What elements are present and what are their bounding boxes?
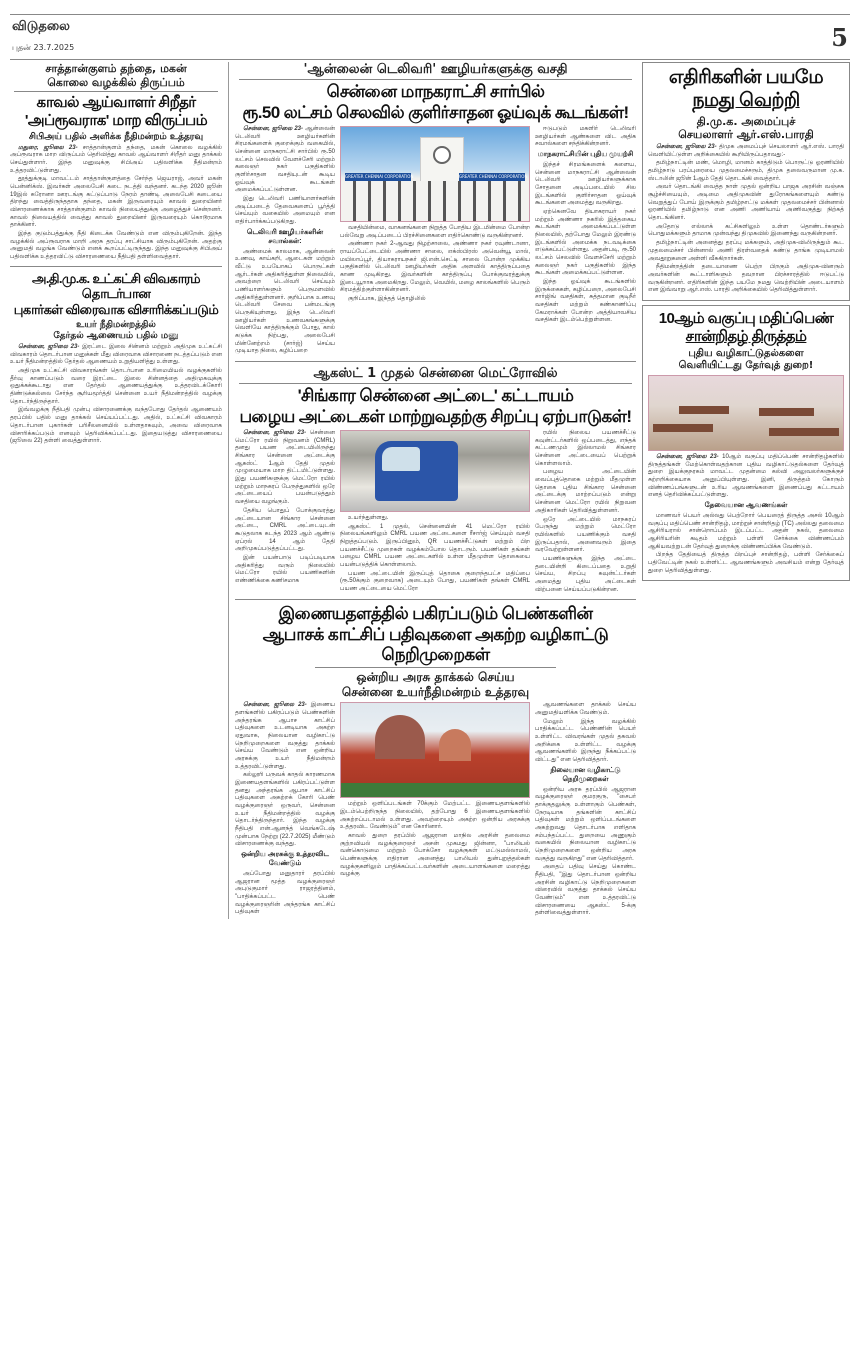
paragraph: நீதிமன்றத்தின் தடையாணை பெற்ற பிறகும் அதிமுக-வினரும் அவர்களின் கூட்டாளிகளும் தவறான பிரச்சாரத்தில் ஈடுபட்டு வருகின்றனர். எதிரிகளின் இந்த பயமே நமது வெற்றியின் அடையாளம் என இவ்வாறு ஆர்.எஸ். பாரதி அறிக்கையில் தெரிவித்துள்ளார். — [648, 264, 844, 294]
article-body — [10, 145, 222, 262]
paragraph: அண்ணா நகர் 2-ஆவது நிழற்சாலை, அண்ணா நகர் ரவுண்டானா, ராயப்பேட்டையில் அண்ணா சாலை, எக்ஸ்பிரஸ் அவென்யூ மால், மயிலாப்பூர், தியாகராயநகர் ஜி.என்.செட்டி சாலை போன்ற முக்கிய பகுதிகளில் டெலிவரி ஊழியர்கள் அதிக அளவில் காத்திருப்பதை காண முடிகிறது. இவர்களின் காத்திருப்பு போக்குவரத்துக்கு இடையூறாக அமைகிறது. மேலும், வெயில், மழை காலங்களில் பெரும் சிரமத்திற்குள்ளாகின்றனர். — [340, 241, 530, 294]
headline-line: எதிரிகளின் பயமே — [668, 67, 824, 88]
divider — [10, 266, 222, 267]
paragraph: தமிழ்நாட்டின் மண், மொழி, மானம் காத்திடும் பொருட்டு ஓரணியில் தமிழ்நாடு பரப்புரையை முதலமைச்சரும், திமுக தலைவருமான மு.க. ஸ்டாலின் ஜூன் 1ஆம் தேதி தொடங்கி வைத்தார். — [648, 160, 844, 182]
paragraph: மாணவர் பெயர் அல்லது பெற்றோர் பெயரைத் திருத்த அசல் 10ஆம் வகுப்பு மதிப்பெண் சான்றிதழ், மாற்றுச் சான்றிதழ் (TC) அல்லது தலைமை ஆசிரியரால் சான்றொப்பம் இடப்பட்ட அதன் நகல், தலைமை ஆசிரியரின் கடிதம் மற்றும் பள்ளி சேர்க்கை விண்ணப்பம் ஆகியவற்றுடன் தேர்வுத் துறைக்கு விண்ணப்பிக்க வேண்டும். — [648, 512, 844, 550]
headline-line: அ.தி.மு.க. உட்கட்சி விவகாரம் தொடர்பான — [31, 270, 201, 302]
paragraph: ஆவணங்களை தாக்கல் செய்ய அனுமதியளிக்க வேண்டும். — [535, 702, 636, 717]
article-body — [10, 344, 222, 446]
paragraph: ஈடுபடும் மகளிர் டெலிவரி ஊழியர்கள் ஆண்களை விட அதிக சவால்களை சந்திக்கின்றனர். — [535, 126, 636, 148]
paragraph: இந்த குடும்பத்துக்கு நீதி கிடைக்க வேண்டும் என விரும்புகிறேன். இந்த வழக்கில் அப்ரூவராக மாறி அரசு தரப்பு சாட்சியாக விரும்புகிறேன். அதற்கு அனுமதி வழங்க வேண்டும் எனக் கூறப்பட்டிருந்தது. இந்த மனுவுக்கு சிபிஅய் பதிலளிக்க உத்தரவிட்டு விசாரணையை நீதிபதி தள்ளிவைத்தார். — [10, 231, 222, 261]
building-sign: GREATER CHENNAI CORPORATION — [459, 174, 528, 180]
desk — [653, 424, 713, 432]
section-heading: தேவையான ஆவணங்கள் — [704, 501, 788, 509]
paragraph: பயண அட்டையின் இருப்புத் தொகை குறைந்தபட்ச மதிப்பை (ரூ.50க்கும் குறைவாக) அடையும் போது, பயணிகள் தங்கள் CMRL பயண அட்டையை மெட்ரோ — [340, 570, 530, 593]
headline-line: சென்னை மாநகராட்சி சார்பில் — [326, 82, 545, 102]
dateline: சென்னை, ஜூலை 23- — [18, 344, 80, 351]
paragraph: திமுக அமைப்புச் செயலாளர் ஆர்.எஸ். பாரதி வெளியிட்டுள்ள அறிக்கையில் கூறியிருப்பதாவது:- — [648, 144, 844, 158]
paragraph: காவல் துறை தரப்பில் ஆஜரான மாநில அரசின் தலைமை குற்றவியல் வழக்குரைஞர் அசன் முகமது ஜின்னா, "பாலியல் வன்கொடுமை மற்றும் போக்சோ வழக்குகள் மட்டுமல்லாமல், பெண்களுக்கு எதிரான அனைத்து பாலியல் துன்புறுத்தல்கள் வழக்குகளிலும் பாதிக்கப்பட்டவர்களின் அடையாளங்களை மறைத்து வழக்கு — [340, 833, 530, 878]
text-column — [235, 702, 335, 919]
headline-line: காவல் ஆய்வாளர் சிறீதர் — [36, 93, 196, 111]
paragraph: தூத்துக்குடி மாவட்டம் சாத்தான்குளத்தை சேர்ந்த ஜெயராஜ், அவர் மகன் பென்னிக்ஸ். இவர்கள் அலைபேசி கடை நடத்தி வந்தனர். கடந்த 2020 ஜூன் 19இல் கரோனா ஊரடங்கு கட்டுப்பாடு நேரம் தாண்டி அலைபேசி கடையை திறந்து வைத்திருந்ததாக தந்தை, மகன் இருவரையும் காவல் துறையினர் விசாரணைக்காக சாத்தான்குளம் காவல் நிலையத்துக்கு அழைத்துச் சென்றனர். காவல் நிலையத்தில் வைத்து காவல் துறையினர் இருவரையும் கொடூரமாக தாக்கினர். — [10, 176, 222, 229]
dateline: சென்னை, ஜூலை 23- — [243, 430, 307, 437]
article-headline — [648, 67, 844, 113]
newspaper-name: விடுதலை — [12, 19, 70, 34]
article-headline — [648, 310, 844, 346]
headline-line: நமது வெற்றி — [692, 89, 800, 111]
article-headline — [235, 604, 636, 665]
kicker-line: கொலை வழக்கில் திருப்பம் — [47, 75, 185, 89]
paragraph: இவ்வழக்கு நீதிபதி முன்பு விசாரணைக்கு வந்தபோது தேர்தல் ஆணையம் தரப்பில் பதில் மனு தாக்கல் செய்யப்பட்டது. அதில், உட்கட்சி விவகாரம் தொடர்பான புகார்கள் பரிசீலனையில் உள்ளதாகவும், அவை விரைவாக விசாரிக்கப்படும் எனவும் தெரிவிக்கப்பட்டது. இதையடுத்து விசாரணையை (ஜூலை 22) தள்ளி வைத்துள்ளார். — [10, 407, 222, 445]
subhead-line: ஒன்றிய அரசு தாக்கல் செய்ய — [356, 670, 515, 685]
headline-line: இணையதளத்தில் பகிரப்படும் பெண்களின் — [278, 604, 593, 624]
article-kicker: ஆகஸ்ட் 1 முதல் சென்னை மெட்ரோவில் — [239, 366, 632, 384]
divider — [315, 667, 556, 668]
subhead-line: சென்னை உயர்நீதிமன்றம் உத்தரவு — [341, 685, 530, 700]
paragraph: தமிழ்நாட்டின் அனைத்து தரப்பு மக்களும், அதிமுக-விலிருந்தும் கூட முதலமைச்சர் பின்னால் அணி திரள்வதைக் கண்டு தாங்க முடியாமல் அவதூறுகளை அள்ளி வீசுகிறார்கள். — [648, 240, 844, 262]
paragraph: இன் பயன்பாடு படிப்படியாக அதிகரித்து வரும் நிலையில் மெட்ரோ ரயில் பயணிகளின் எண்ணிக்கை கணிசமாக — [235, 554, 335, 584]
article-delivery-rest-rooms — [235, 62, 636, 357]
article-columns — [235, 126, 636, 357]
headline-line: ரூ.50 லட்சம் செலவில் குளிர்சாதன ஓய்வுக் கூடங்கள்! — [242, 102, 629, 122]
paragraph: ரயில் நிலைய பயணச்சீட்டு கவுன்ட்டர்களில் ஒப்படைத்து, எந்தக் கட்டணமும் இல்லாமல் சிங்கார சென்னை அட்டையைப் பெற்றுக் கொள்ளலாம். — [535, 430, 636, 467]
exam-hall-photo — [648, 375, 844, 451]
paragraph: இந்தச் சிரமங்களைக் களைய, சென்னை மாநகராட்சி ஆன்லைன் டெலிவரி ஊழியர்களுக்காக சோதனை அடிப்படையில் சில இடங்களில் குளிர்சாதன ஓய்வுக் கூடங்களை அமைத்து வருகிறது. — [535, 162, 636, 207]
subhead-line: உயர் நீதிமன்றத்தில் — [76, 319, 156, 330]
building-sign: GREATER CHENNAI CORPORATION — [345, 174, 414, 180]
paragraph: அவர் தொடங்கி வைத்த நாள் முதல் ஒன்றிய பாஜக அரசின் வஞ்சக சூழ்ச்சியையும், அடிமை அதிமுகவின் துரோகங்களையும் கண்டு வெறுத்துப் போய் இருக்கும் தமிழ்நாட்டு மக்கள் முதலமைச்சர் பின்னால் ஓரணியில் தமிழ்நாடு என அணி அணியாய் அணிவகுத்து நிற்கத் தொடங்கினர். — [648, 184, 844, 222]
paragraph: சாத்தான்குளம் தந்தை, மகன் கொலை வழக்கில் அப்ரூவராக மாற விருப்பம் தெரிவித்து காவல் ஆய்வாளர் சிறீதர் மனு தாக்கல் செய்துள்ளார். இந்த மனுவுக்கு சிபிஅய் பதிலளிக்க நீதிமன்றம் உத்தரவிட்டுள்ளது. — [10, 144, 222, 174]
paragraph: ஒரே அட்டையில் மாநகரப் பேருந்து மற்றும் மெட்ரோ ரயில்களில் பயணிக்கும் வசதி இருப்பதால், அனைவரும் இதை வரவேற்றுள்ளனர். — [535, 516, 636, 554]
article-metro-card — [235, 366, 636, 595]
train-window — [382, 447, 420, 471]
divider — [235, 361, 636, 362]
article-subhead — [235, 670, 636, 700]
paragraph: ஆகஸ்ட் 1 முதல், சென்னையின் 41 மெட்ரோ ரயில் நிலையங்களிலும் CMRL பயண அட்டைகளை ரீசார்ஜ் செய்யும் வசதி நிறுத்தப்படும். இருப்பினும், QR பயணச்சீட்டுகள் மற்றும் பிற பயணச்சீட்டு முறைகள் வழக்கம்போல தொடரும். பயணிகள் தங்கள் பழைய CMRL பயண அட்டைகளில் உள்ள மீதமுள்ள தொகையை பயன்படுத்திக் கொள்ளலாம். — [340, 523, 530, 569]
paragraph: ஆன்லைன் டெலிவரி ஊழியர்களின் சிரமங்களைக் குறைக்கும் வகையில், சென்னை மாநகராட்சி சார்பில் ரூ.50 லட்சம் செலவில் வேளச்சேரி மற்றும் கலைஞர் நகர் பகுதிகளில் குளிர்சாதன வசதியுடன் கூடிய ஓய்வுக் கூடங்கள் அமைக்கப்பட்டுள்ளன. — [235, 126, 335, 194]
article-columns — [235, 430, 636, 595]
paragraph: பிறந்த தேதியைத் திருத்த பிறப்புச் சான்றிதழ், பள்ளி சேர்க்கைப் பதிவேட்டின் நகல் உள்ளிட்ட ஆவணங்களும் அவசியம் என்று தேர்வுத் துறை தெரிவித்துள்ளது. — [648, 552, 844, 574]
subhead-line: புதிய வழிகாட்டுதல்களை — [688, 347, 804, 359]
right-column — [642, 62, 850, 581]
paragraph: பழைய அட்டையின் வைப்புத்தொகை மற்றும் மீதமுள்ள தொகை புதிய சிங்கார சென்னை அட்டைக்கு மாற்றப்படும் என்று சென்னை மெட்ரோ ரயில் நிறுவன அதிகாரிகள் தெரிவித்துள்ளனர். — [535, 469, 636, 514]
paragraph: மேலும் இந்த வழக்கில் பாதிக்கப்பட்ட பெண்ணின் பெயர் உள்ளிட்ட விவரங்கள் முதல் தகவல் அறிக்கை உள்ளிட்ட வழக்கு ஆவணங்களில் இருந்து நீக்கப்பட்டு விட்டது" என தெரிவித்தார். — [535, 718, 636, 764]
paragraph: அதோடு எல்லாக் கட்சிகளிலும் உள்ள தொண்டர்களும் பொதுமக்களும் தாமாக முன்வந்து திமுகவில் இணைந்து வருகின்றனர். — [648, 223, 844, 238]
headline-line: புகார்கள் விரைவாக விசாரிக்கப்படும் — [13, 302, 219, 318]
article-body — [648, 144, 844, 295]
article-subhead — [10, 320, 222, 343]
article-headline — [10, 271, 222, 318]
headline-line: ஆபாசக் காட்சிப் பதிவுகளை அகற்ற வழிகாட்டு நெறிமுறைகள் — [262, 624, 609, 664]
subhead-line: செயலாளர் ஆர்.எஸ்.பாரதி — [678, 128, 814, 142]
paragraph: பயணிகளுக்கு இந்த அட்டை தடையின்றி கிடைப்பதை உறுதி செய்ய, சிறப்பு கவுன்ட்டர்கள் அமைத்து புதிய அட்டைகள் விற்பனை செய்யப்படுகின்றன. — [535, 555, 636, 593]
headline-line: சான்றிதழ் திருத்தம் — [685, 327, 807, 345]
dateline: சென்னை, ஜூலை 23- — [656, 453, 719, 460]
paragraph: வசதியின்மை, வாகனங்களை நிறுத்த போதிய இடமின்மை போன்ற பல்வேறு அடிப்படைப் பிரச்சினைகளை எதிர்கொண்டு வருகின்றனர். — [340, 225, 530, 239]
headline-line: 'சிங்கார சென்னை அட்டை' கட்டாயம் — [297, 386, 574, 406]
article-subhead — [648, 115, 844, 143]
text-column — [535, 430, 636, 595]
paragraph: ஒன்றிய அரசு தரப்பில் ஆஜரான வழக்குரைஞர் குமரகுரு, "சைபர் தாக்குதலுக்கு உள்ளாகும் பெண்கள், நேரடியாக தங்களின் காட்சிப் பதிவுகள் மற்றும் ஒளிப்படங்களை அகற்றுவது தொடர்பாக எளிதாக சம்பந்தப்பட்ட துறையை அணுகும் வகையில் நிலையான வழிகாட்டு நெறிமுறைகளை ஒன்றிய அரசு வகுத்து வருகிறது" என தெரிவித்தார். — [535, 786, 636, 862]
paragraph: மற்றும் ஒளிப்படங்கள் 70க்கும் மேற்பட்ட இணையதளங்களில் இடம்பெற்றிருந்த நிலையில், தற்போது 6 இணையதளங்களில் அகற்றப்படாமல் உள்ளது. அவற்றையும் அகற்ற ஒன்றிய அரசுக்கு உத்தரவிட வேண்டும்" என கோரினார். — [340, 801, 530, 831]
desk — [759, 408, 814, 416]
left-column — [10, 62, 222, 447]
kicker-line: சாத்தான்குளம் தந்தை, மகன் — [45, 62, 187, 75]
court-dome — [375, 715, 425, 759]
text-column — [340, 702, 530, 919]
subhead-line: தி.மு.க. அமைப்புச் — [696, 114, 796, 128]
dateline: சென்னை, ஜூலை 23- — [243, 126, 304, 133]
article-kicker — [14, 62, 218, 92]
paragraph: சென்னை மெட்ரோ ரயில் நிறுவனம் (CMRL) தனது பயண அட்டையிலிருந்து சிங்கார சென்னை அட்டைக்கு ஆகஸ்ட் 1ஆம் தேதி முதல் முழுமையாக மாற திட்டமிட்டுள்ளது. இது பயணிகளுக்கு மெட்ரோ ரயில் மற்றும் மாநகரப் பேருந்துகளில் ஒரே அட்டையைப் பயன்படுத்தும் வசதியை வழங்கும். — [235, 430, 335, 506]
article-sathankulam — [10, 62, 222, 262]
divider — [235, 599, 636, 600]
paragraph: தேசிய பொதுப் போக்குவரத்து அட்டையான சிங்கார சென்னை அட்டை, CMRL அட்டையுடன் கூடுதலாக கடந்த 2023 ஆம் ஆண்டு ஏப்ரல் 14 ஆம் தேதி அறிமுகப்படுத்தப்பட்டது. — [235, 507, 335, 553]
paragraph: அதிமுக உட்கட்சி விவகாரங்கள் தொடர்பான உரிமையியல் வழக்குகளில் தீர்வு காணப்படும் வரை இரட்டை இலை சின்னத்தை அதிமுகவுக்கு ஒதுக்கக்கூடாது என தேர்தல் ஆணையத்துக்கு உத்தரவிடக்கோரி திண்டுக்கல்லை சேர்ந்த சூரியமூர்த்தி சென்னை உயர் நீதிமன்றத்தில் வழக்கு தொடர்ந்திருந்தார். — [10, 368, 222, 405]
section-heading: நிலையான வழிகாட்டு நெறிமுறைகள் — [550, 766, 621, 783]
headline-line: 'அப்ரூவராக' மாற விருப்பம் — [24, 111, 208, 129]
paragraph: இது டெலிவரி பணியாளர்களின் அடிப்படைத் தேவைகளைப் பூர்த்தி செய்யும் வகையில் அமையும் என எதிர்பார்க்கப்படுகிறது. — [235, 196, 335, 226]
section-heading: ஒன்றிய அரசுக்கு உத்தரவிட வேண்டும் — [241, 851, 329, 868]
text-column — [340, 126, 530, 357]
article-online-content-removal — [235, 604, 636, 919]
paragraph: இணைய தளங்களில் பகிரப்படும் பெண்களின் அந்தரங்க ஆபாச காட்சிப் பதிவுகளை உடனடியாக அகற்ற ஏதுவாக, நிலையான வழிகாட்டு நெறிமுறைகளை வகுத்து தாக்கல் செய்ய வேண்டும் என ஒன்றிய அரசுக்கு உயர் நீதிமன்றம் உத்தரவிட்டுள்ளது. — [235, 702, 335, 770]
article-body — [340, 225, 530, 304]
paragraph: உயர்ந்துள்ளது. — [348, 515, 389, 522]
article-subhead — [648, 348, 844, 373]
trees — [341, 783, 529, 797]
section-heading: மாநகராட்சியின் புதிய முயற்சி — [537, 151, 634, 159]
article-body — [340, 801, 530, 879]
section-heading: டெலிவரி ஊழியர்களின் சவால்கள்: — [246, 228, 324, 245]
dateline: சென்னை, ஜூலை 23- — [243, 702, 307, 709]
article-rs-bharathi — [642, 62, 850, 301]
paragraph: அதைப் பதிவு செய்து கொண்ட நீதிபதி, "இது தொடர்பான ஒன்றிய அரசின் வழிகாட்டு நெறிமுறைகளை விரைவில் வகுத்து தாக்கல் செய்ய வேண்டும்" என உத்தரவிட்டு விசாரணையை ஆகஸ்ட் 5-க்கு தள்ளிவைத்துள்ளார். — [535, 864, 636, 917]
desk — [679, 406, 729, 414]
subhead-line: வெளியிட்டது தேர்வுத் துறை! — [678, 360, 814, 372]
paragraph: ஏற்கெனவே தியாகராயர் நகர் மற்றும் அண்ணா நகரில் இத்தகைய கூடங்கள் அமைக்கப்பட்டுள்ள நிலையில், தற்போது மேலும் இரண்டு இடங்களில் அமைக்க நடவடிக்கை எடுக்கப்பட்டுள்ளது. அதன்படி, ரூ.50 லட்சம் செலவில் வேளச்சேரி மற்றும் கலைஞர் நகர் பகுதிகளில் இந்த கூடங்கள் அமைக்கப்பட்டுள்ளன. — [535, 209, 636, 277]
paragraph: குறிப்பாக, இந்தத் தொழிலில் — [348, 296, 426, 303]
article-body — [340, 515, 530, 594]
paragraph: இரட்டை இலை சின்னம் மற்றும் அதிமுக உட்கட்சி விவகாரம் தொடர்பான மனுக்கள் மீது விரைவாக விசாரணை நடத்தப்படும் என உயர் நீதிமன்றத்தில் தேர்தல் ஆணையம் உறுதியளித்து உள்ளது. — [10, 344, 222, 366]
article-headline — [235, 386, 636, 427]
article-headline — [235, 82, 636, 123]
article-sslc-certificate — [642, 305, 850, 581]
dateline: சென்னை, ஜூலை 23- — [656, 144, 717, 151]
court-dome — [439, 729, 471, 761]
dateline: மதுரை, ஜூலை 23- — [18, 144, 78, 151]
paragraph: கல்லூரி பருவக் காதல் காரணமாக இணையதளங்களில் பகிரப்பட்டுள்ள தனது அந்தரங்க ஆபாச காட்சிப் பதிவுகளை அகற்றக் கோரி பெண் வழக்குரைஞர் ஒருவர், சென்னை உயர் நீதிமன்றத்தில் வழக்கு தொடர்ந்திருந்தார். இந்த வழக்கு நீதிபதி என்.ஆனந்த் வெங்கடேஷ் முன்பாக நேற்று (22.7.2025) மீண்டும் விசாரணைக்கு வந்தது. — [235, 772, 335, 848]
article-kicker: 'ஆன்லைன் டெலிவரி' ஊழியர்களுக்கு வசதி — [239, 62, 632, 80]
text-column — [535, 702, 636, 919]
high-court-photo — [340, 702, 530, 798]
subhead-line: தேர்தல் ஆணையம் பதில் மனு — [53, 330, 179, 341]
page-number: 5 — [831, 23, 848, 52]
article-admk-case — [10, 271, 222, 446]
text-column — [235, 430, 335, 595]
paragraph: அண்மைக் காலமாக, ஆன்லைன் உணவு, காய்கறி, ஆடைகள் மற்றும் வீட்டு உபயோகப் பொருட்கள் ஆர்டர்கள் அதிகரித்துள்ள நிலையில், அவற்றை டெலிவரி செய்யும் பணியாளர்களும் பெருமளவில் அதிகரித்துள்ளனர். குறிப்பாக உணவு டெலிவரி சேவை பன்மடங்கு பெருகியுள்ளது. இந்த டெலிவரி ஊழியர்கள் உணவகங்களுக்கு வெளியே காத்திருக்கும் போது, கால் கடுக்க நிற்பது, அலைபேசி மின்னேற்றம் (சார்ஜ்) செய்ய முடியாத நிலை, கழிப்பறை — [235, 248, 335, 355]
desk — [769, 428, 839, 436]
paragraph: 10ஆம் வகுப்பு மதிப்பெண் சான்றிதழ்களில் திருத்தங்கள் மேற்கொள்வதற்கான புதிய வழிகாட்டுதல்களை தேர்வுத் துறை இயக்குநரகம் மாவட்ட முதன்மை கல்வி அலுவலர்களுக்குச் சுற்றறிக்கையாக அனுப்பியுள்ளது. இனி, திருத்தம் கோரும் விண்ணப்பங்களுடன் உரிய ஆவணங்களை இணைப்பது கட்டாயம் எனத் தெரிவிக்கப்பட்டுள்ளது. — [648, 453, 844, 499]
masthead — [10, 14, 850, 60]
headline-line: 10ஆம் வகுப்பு மதிப்பெண் — [658, 309, 834, 327]
clock-icon — [433, 146, 451, 164]
building-facade — [341, 181, 529, 221]
article-body — [648, 454, 844, 575]
text-column — [535, 126, 636, 357]
paragraph: அப்போது மனுதாரர் தரப்பில் ஆஜரான மூத்த வழக்குரைஞர் அபுடுகுமார் ராஜரத்தினம், "பாதிக்கப்பட்ட பெண் வழக்குரைஞரின் அந்தரங்க காட்சிப் பதிவுகள் — [235, 871, 335, 916]
issue-date: புதன் 23.7.2025 — [12, 43, 75, 52]
text-column — [235, 126, 335, 357]
article-subhead: சிபிஅய் பதில் அளிக்க நீதிமன்றம் உத்தரவு — [28, 131, 204, 142]
middle-column — [228, 62, 636, 919]
ripon-building-photo — [340, 126, 530, 222]
headline-line: பழைய அட்டைகள் மாற்றுவதற்கு சிறப்பு ஏற்பாடுகள்! — [239, 406, 632, 426]
text-column — [340, 430, 530, 595]
metro-train-photo — [340, 430, 530, 512]
paragraph: இந்த ஓய்வுக் கூடங்களில் இருக்கைகள், கழிப்பறை, அலைபேசி சார்ஜிங் வசதிகள், சுத்தமான குடிநீர் வசதிகள் மற்றும் கண்காணிப்பு கேமராக்கள் போன்ற அத்தியாவசிய வசதிகள் இடம்பெற்றுள்ளன. — [535, 279, 636, 324]
article-headline — [10, 94, 222, 130]
article-columns — [235, 702, 636, 919]
